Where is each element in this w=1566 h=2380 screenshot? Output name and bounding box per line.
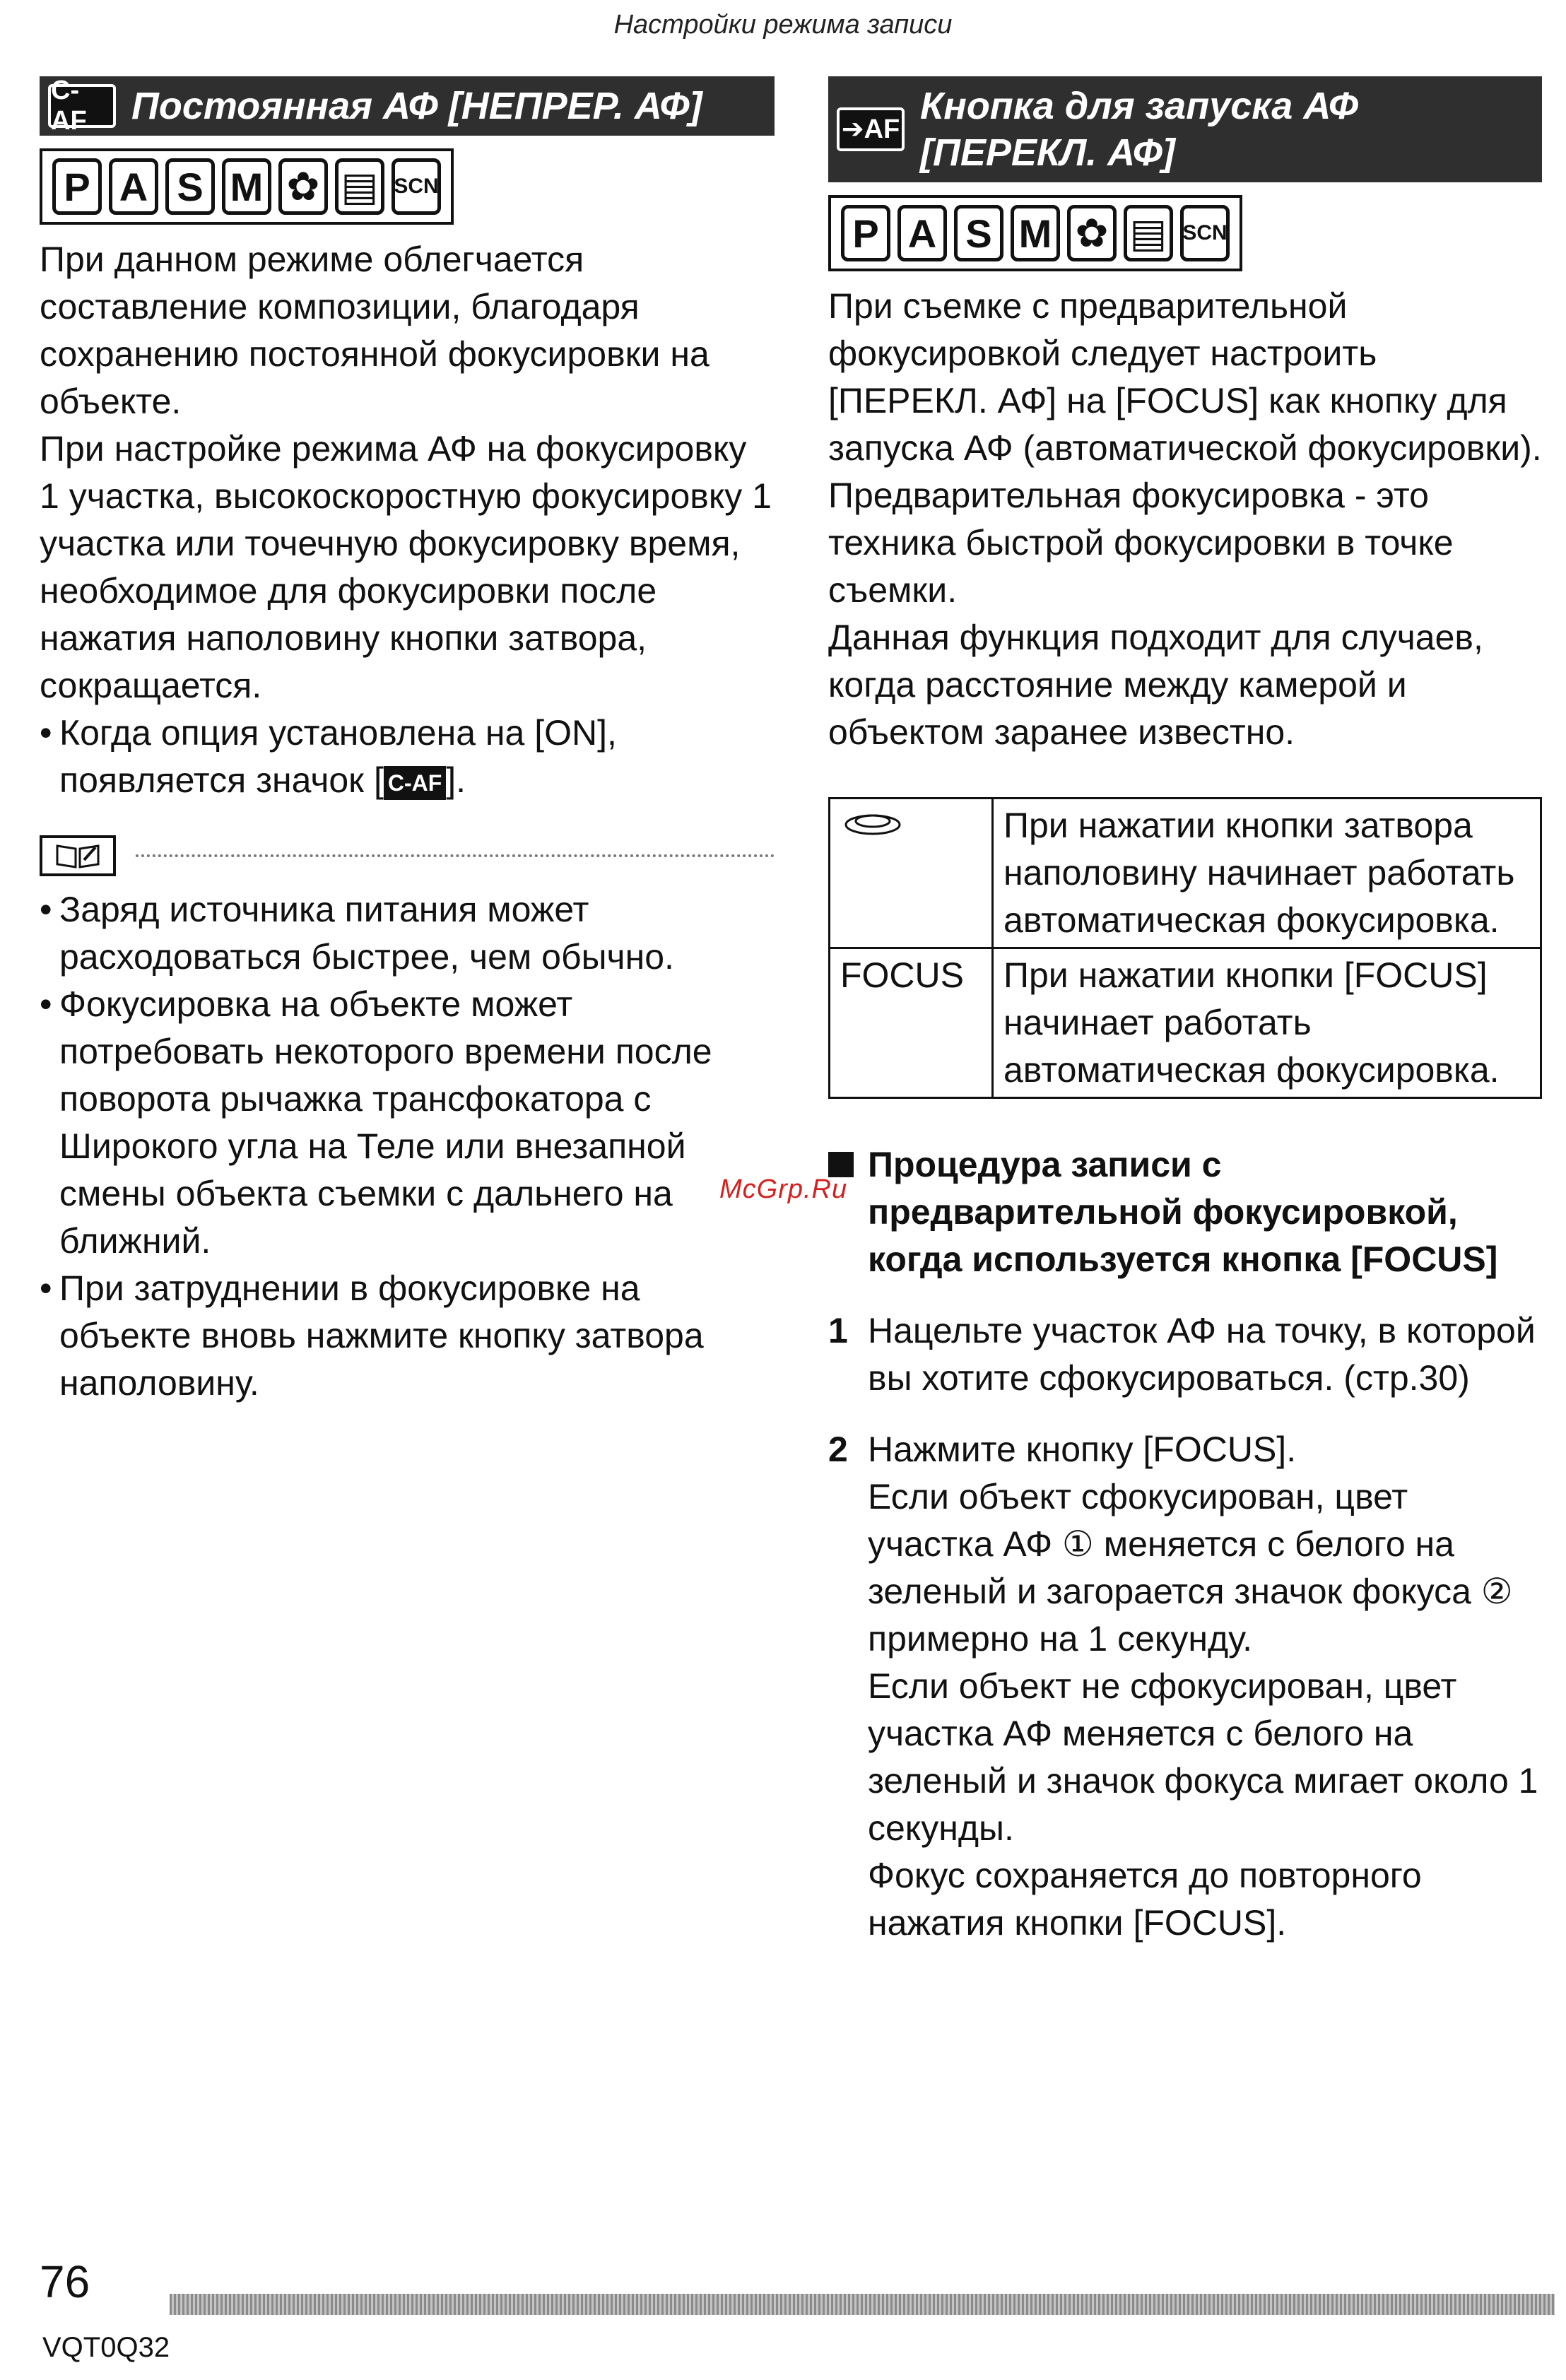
mode-scn-icon: SCN bbox=[1180, 205, 1230, 261]
mode-s-icon: S bbox=[954, 205, 1003, 261]
shutter-button-icon bbox=[840, 809, 905, 837]
af-button-header bbox=[828, 76, 1542, 182]
section-title: Кнопка для запуска АФ bbox=[920, 85, 1359, 127]
mode-s-icon: S bbox=[165, 158, 215, 215]
paragraph: При съемке с предварительной фокусировкой следует настроить [ПЕРЕКЛ. АФ] на [FOCUS] как кнопку для запуска АФ (автоматической фокусировки). bbox=[828, 286, 1542, 468]
footer-band bbox=[170, 2294, 1555, 2315]
page-number: 76 bbox=[40, 2256, 90, 2307]
paragraph: При данном режиме облегчается составление композиции, благодаря сохранению постоянной фокусировки на объекте. bbox=[40, 240, 710, 421]
paragraph: Данная функция подходит для случаев, когда расстояние между камерой и объектом заранее известно. bbox=[828, 618, 1483, 752]
note-item: • Фокусировка на объекте может потребовать некоторого времени после поворота рычажка трансфокатора с Широкого угла на Теле или внезапной смены объекта съемки с дальнего на ближний. bbox=[40, 981, 775, 1265]
step-text: Нажмите кнопку [FOCUS]. Если объект сфокусирован, цвет участка АФ ① меняется с белого на зеленый и загорается значок фокуса ② примерно на 1 секунду. Если объект не сфокусирован, цвет участка АФ меняется с белого на зеленый и значок фокуса мигает около 1 секунды. Фокус сохраняется до повторного нажатия кнопки [FOCUS]. bbox=[868, 1430, 1538, 1943]
c-af-icon: C-AF bbox=[384, 766, 446, 800]
note-text: При затруднении в фокусировке на объекте вновь нажмите кнопку затвора наполовину. bbox=[59, 1268, 704, 1403]
square-bullet-icon bbox=[828, 1152, 854, 1177]
note-text: Фокусировка на объекте может потребовать некоторого времени после поворота рычажка трансфокатора с Широкого угла на Теле или внезапной смены объекта съемки с дальнего на ближний. bbox=[59, 984, 712, 1261]
mode-macro-icon: ✿ bbox=[278, 158, 328, 215]
mode-macro-icon: ✿ bbox=[1067, 205, 1117, 261]
left-column bbox=[40, 76, 775, 1407]
bullet-item: • Когда опция установлена на [ON], появляется значок [ C-AF ]. bbox=[40, 713, 617, 800]
document-code: VQT0Q32 bbox=[42, 2332, 170, 2363]
note-text: Заряд источника питания может расходоваться быстрее, чем обычно. bbox=[59, 890, 674, 977]
af-trigger-icon: ➔AF bbox=[837, 107, 905, 151]
note-item: • При затруднении в фокусировке на объекте вновь нажмите кнопку затвора наполовину. bbox=[40, 1265, 775, 1407]
mode-movie-icon: ▤ bbox=[335, 158, 384, 215]
note-book-icon bbox=[40, 835, 116, 876]
table-value-cell: При нажатии кнопки [FOCUS] начинает работать автоматическая фокусировка. bbox=[993, 948, 1541, 1098]
paragraph: Предварительная фокусировка - это техника быстрой фокусировки в точке съемки. bbox=[828, 476, 1454, 610]
bullet-text: Когда опция установлена на [ON], появляется значок [ bbox=[59, 713, 617, 800]
right-column bbox=[828, 76, 1542, 1947]
mode-movie-icon: ▤ bbox=[1124, 205, 1173, 261]
note-item: • Заряд источника питания может расходоваться быстрее, чем обычно. bbox=[40, 886, 775, 981]
step-text: Нацельте участок АФ на точку, в которой вы хотите сфокусироваться. (стр.30) bbox=[868, 1311, 1536, 1398]
paragraph: При настройке режима АФ на фокусировку 1 участка, высокоскоростную фокусировку 1 участка или точечную фокусировку время, необходимое для фокусировки после нажатия наполовину кнопки затвора, сокращается. bbox=[40, 429, 772, 705]
watermark: McGrp.Ru bbox=[719, 1174, 848, 1204]
c-af-icon: C-AF bbox=[48, 84, 116, 128]
mode-availability bbox=[828, 195, 1242, 271]
continuous-af-header bbox=[40, 76, 775, 136]
table-key-cell: FOCUS bbox=[830, 948, 993, 1098]
mode-m-icon: M bbox=[1011, 205, 1060, 261]
mode-p-icon: P bbox=[841, 205, 890, 261]
mode-p-icon: P bbox=[52, 158, 102, 215]
step-item bbox=[828, 1426, 1542, 1947]
mode-availability bbox=[40, 148, 454, 225]
step-number: 2 bbox=[828, 1430, 848, 1469]
procedure-heading bbox=[828, 1141, 1542, 1283]
section-subtitle: [ПЕРЕКЛ. АФ] bbox=[920, 131, 1175, 174]
bullet-text: ]. bbox=[446, 760, 466, 800]
table-value-cell: При нажатии кнопки затвора наполовину начинает работать автоматическая фокусировка. bbox=[993, 799, 1541, 948]
table-key-cell bbox=[830, 799, 993, 948]
mode-a-icon: A bbox=[109, 158, 158, 215]
mode-m-icon: M bbox=[222, 158, 271, 215]
mode-scn-icon: SCN bbox=[392, 158, 441, 215]
section-title: Постоянная АФ [НЕПРЕР. АФ] bbox=[131, 85, 702, 127]
mode-a-icon: A bbox=[897, 205, 947, 261]
table-row bbox=[830, 799, 1541, 948]
step-number: 1 bbox=[828, 1311, 848, 1350]
procedure-title: Процедура записи с предварительной фокусировкой, когда используется кнопка [FOCUS] bbox=[868, 1145, 1498, 1279]
note-divider bbox=[40, 835, 775, 876]
step-item bbox=[828, 1307, 1542, 1402]
af-trigger-table bbox=[828, 797, 1542, 1099]
running-title: Настройки режима записи bbox=[613, 10, 953, 40]
table-row bbox=[830, 948, 1541, 1098]
